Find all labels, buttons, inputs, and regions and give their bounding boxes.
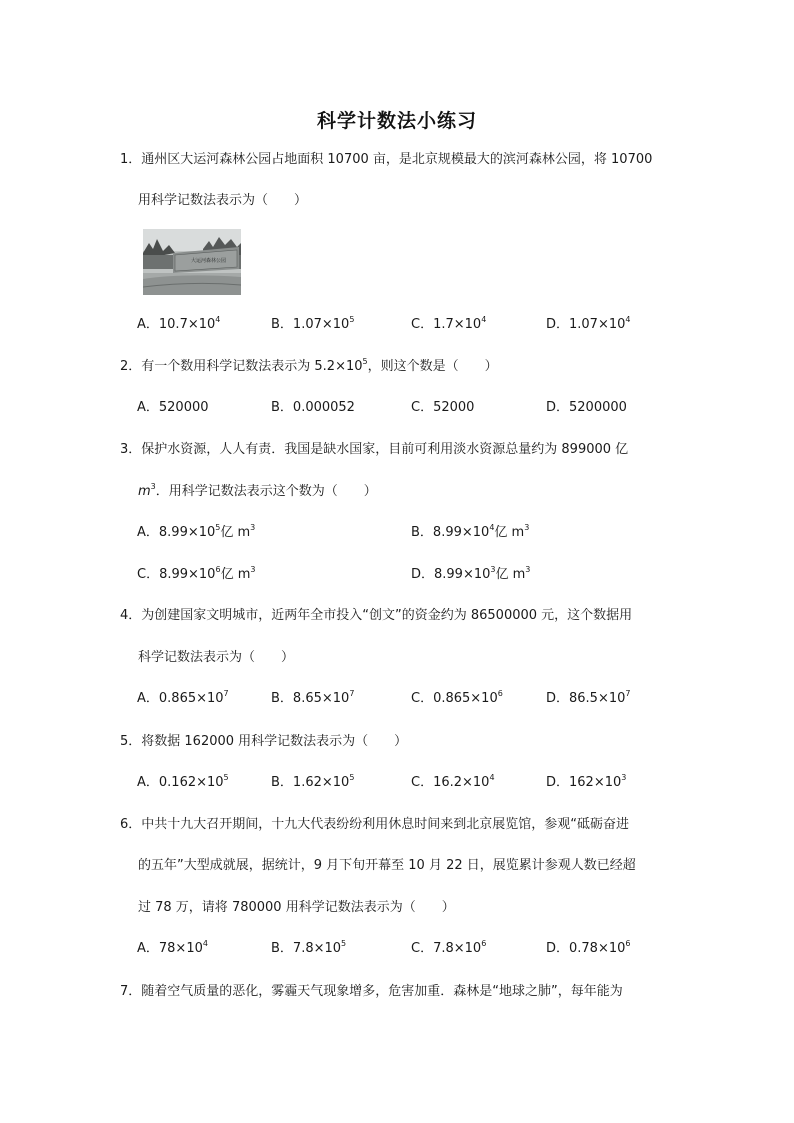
q3-line-1: 3．保护水资源，人人有责．我国是缺水国家，目前可利用淡水资源总量约为 899000 亿 bbox=[120, 442, 629, 457]
q5-line-1: 5．将数据 162000 用科学记数法表示为（ ） bbox=[120, 734, 408, 749]
q1-option-b[interactable]: B．$1.07\times 10^5$ bbox=[271, 315, 355, 332]
q4-option-a[interactable]: A．$0.865\times 10^7$ bbox=[137, 689, 229, 706]
q5-option-d[interactable]: D．$162\times 10^3$ bbox=[546, 773, 627, 790]
q1-option-c[interactable]: C．$1.7\times 10^4$ bbox=[411, 315, 487, 332]
q6-line-2: 的五年”大型成就展，据统计，9 月下旬开幕至 10 月 22 日，展览累计参观人数已经超 bbox=[138, 858, 636, 873]
park-photo-caption: 大运河森林公园 bbox=[191, 258, 227, 264]
q6-option-a[interactable]: A．$78\times 10^4$ bbox=[137, 939, 208, 956]
q3-option-b[interactable]: B．$8.99\times 10^4$亿 $m^3$ bbox=[411, 523, 530, 540]
q1-line-2: 用科学记数法表示为（ ） bbox=[138, 193, 308, 208]
q5-option-a[interactable]: A．$0.162\times 10^5$ bbox=[137, 773, 229, 790]
q1-option-a[interactable]: A．$10.7\times 10^4$ bbox=[137, 315, 221, 332]
q4-line-2: 科学记数法表示为（ ） bbox=[138, 650, 295, 665]
q1-option-d[interactable]: D．$1.07\times 10^4$ bbox=[546, 315, 631, 332]
page-title: 科学计数法小练习 bbox=[316, 110, 477, 132]
q4-option-b[interactable]: B．$8.65\times 10^7$ bbox=[271, 689, 355, 706]
park-photo-image bbox=[143, 229, 241, 295]
q1-line-1: 1．通州区大运河森林公园占地面积 10700 亩，是北京规模最大的滨河森林公园，将 10700 bbox=[120, 152, 653, 167]
q2-option-a[interactable]: A．520000 bbox=[137, 400, 209, 415]
park-photo bbox=[143, 229, 241, 295]
q6-line-1: 6．中共十九大召开期间，十九大代表纷纷利用休息时间来到北京展览馆，参观“砥砺奋进 bbox=[120, 817, 630, 832]
q2-line-1: 2．有一个数用科学记数法表示为 $5.2\times 10^5$，则这个数是（ ） bbox=[120, 357, 498, 374]
q4-line-1: 4．为创建国家文明城市，近两年全市投入“创文”的资金约为 86500000 元，这个数据用 bbox=[120, 608, 633, 623]
q2-option-d[interactable]: D．5200000 bbox=[546, 400, 627, 415]
q3-option-c[interactable]: C．$8.99\times 10^6$亿 $m^3$ bbox=[137, 565, 256, 582]
q4-option-d[interactable]: D．$86.5\times 10^7$ bbox=[546, 689, 631, 706]
q4-option-c[interactable]: C．$0.865\times 10^6$ bbox=[411, 689, 503, 706]
q5-option-b[interactable]: B．$1.62\times 10^5$ bbox=[271, 773, 355, 790]
q2-option-b[interactable]: B．0.000052 bbox=[271, 400, 355, 415]
q6-line-3: 过 78 万，请将 780000 用科学记数法表示为（ ） bbox=[138, 900, 455, 915]
q3-option-d[interactable]: D．$8.99\times 10^3$亿 $m^3$ bbox=[411, 565, 531, 582]
q6-option-d[interactable]: D．$0.78\times 10^6$ bbox=[546, 939, 631, 956]
q7-line-1: 7．随着空气质量的恶化，雾霾天气现象增多，危害加重．森林是“地球之肺”，每年能为 bbox=[120, 984, 623, 999]
q6-option-c[interactable]: C．$7.8\times 10^6$ bbox=[411, 939, 487, 956]
q3-line-2: $m^3$．用科学记数法表示这个数为（ ） bbox=[138, 482, 377, 499]
q3-option-a[interactable]: A．$8.99\times 10^5$亿 $m^3$ bbox=[137, 523, 256, 540]
q5-option-c[interactable]: C．$16.2\times 10^4$ bbox=[411, 773, 495, 790]
q6-option-b[interactable]: B．$7.8\times 10^5$ bbox=[271, 939, 347, 956]
q2-option-c[interactable]: C．52000 bbox=[411, 400, 475, 415]
